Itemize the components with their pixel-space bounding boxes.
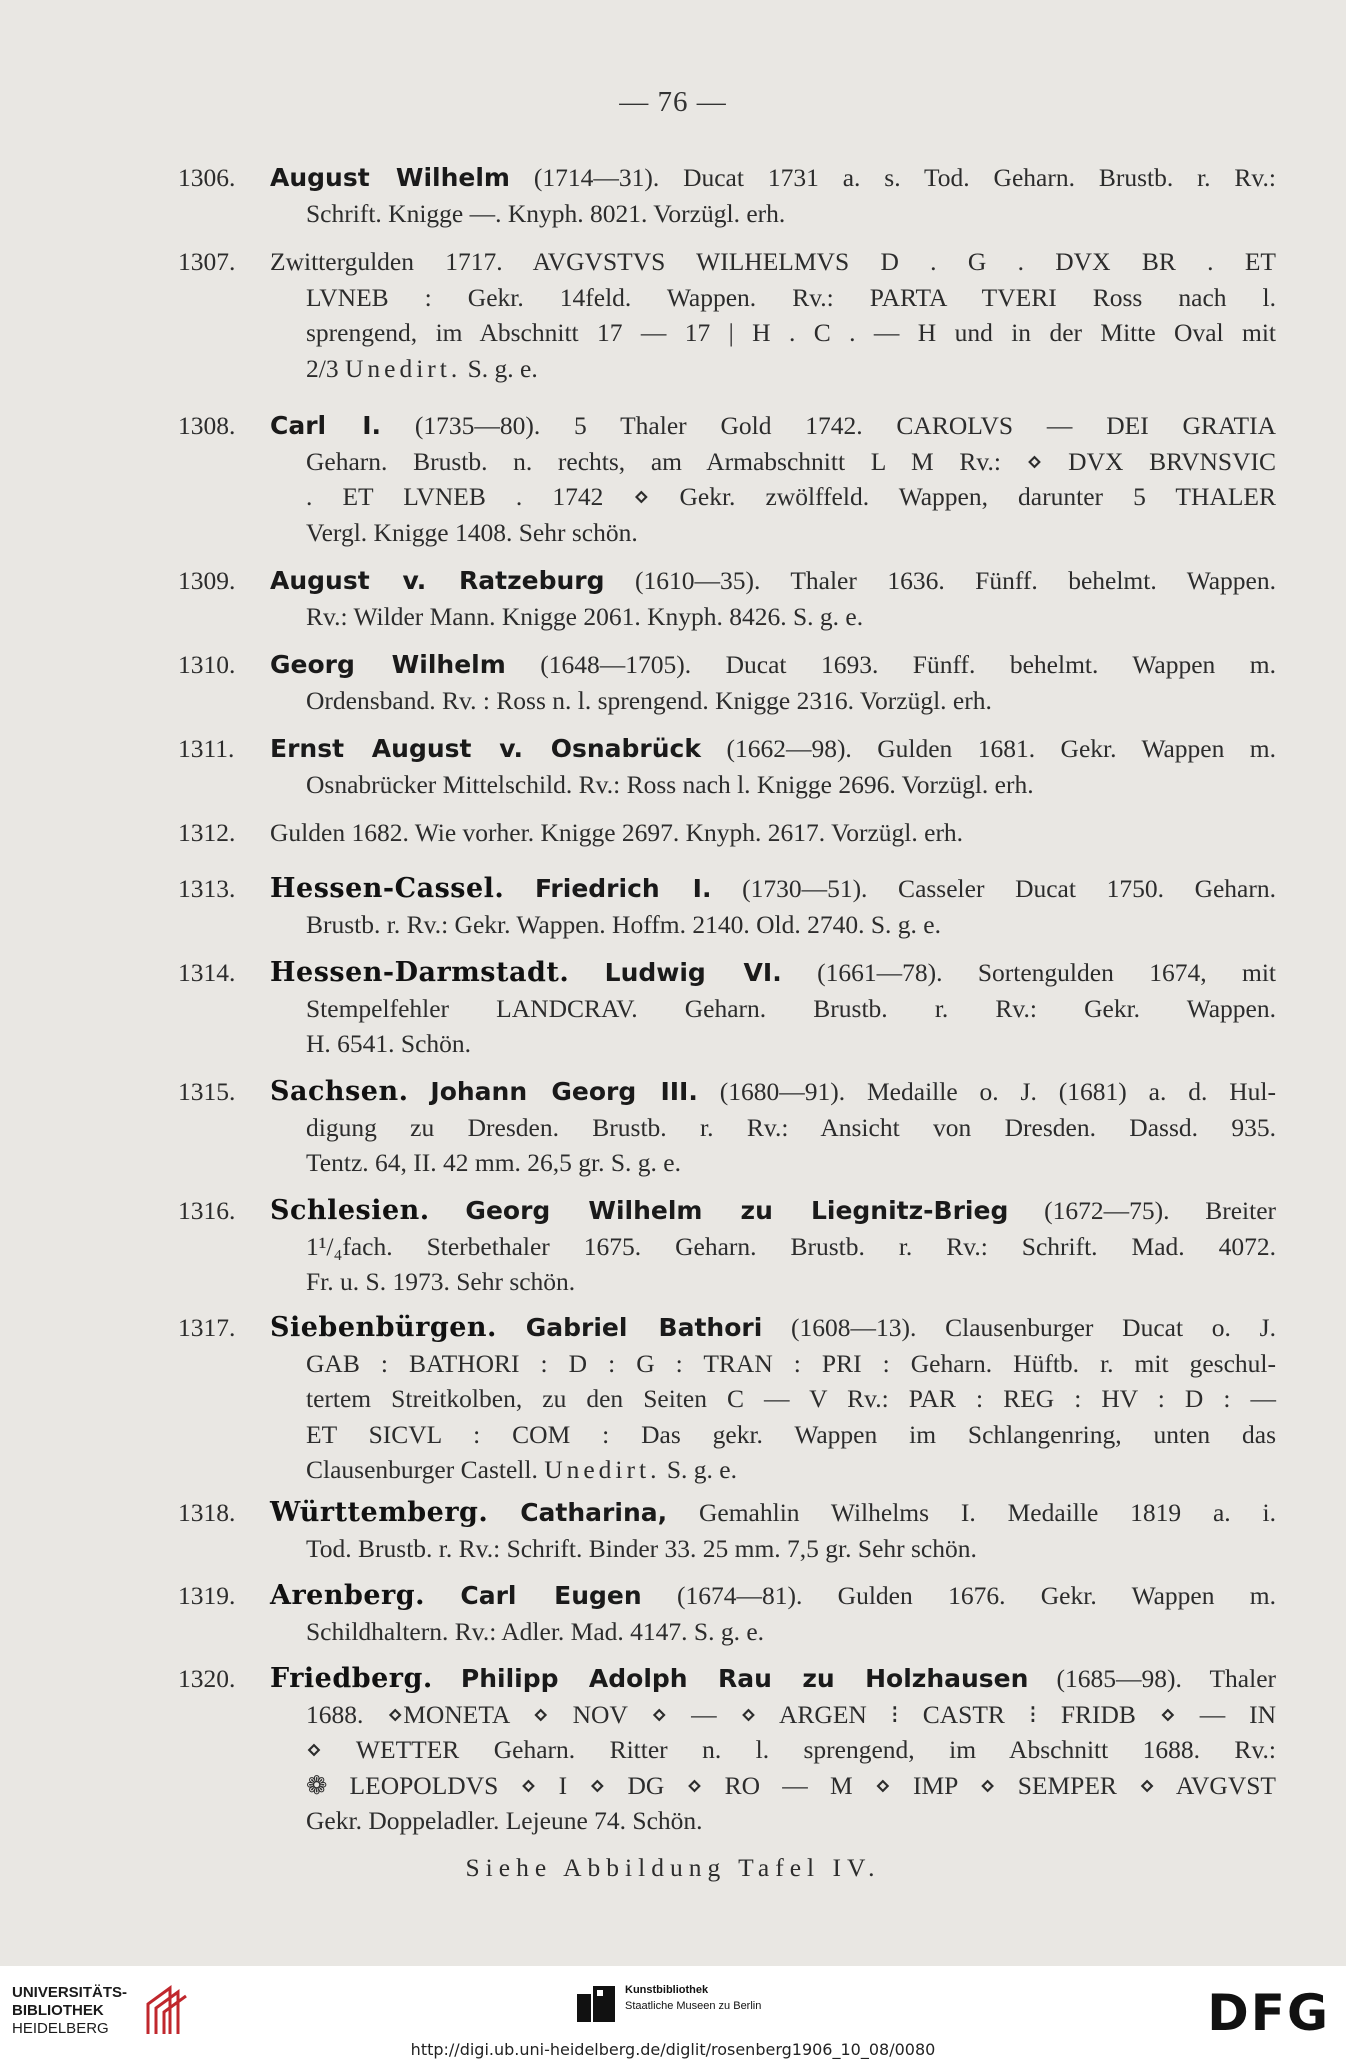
ruler-name: Friedrich I. — [534, 874, 712, 903]
entry-line — [270, 479, 1276, 515]
catalogue-entry — [0, 647, 1346, 718]
ruler-name: Carl Eugen — [460, 1581, 642, 1610]
entry-segment: S. g. e. — [660, 1455, 737, 1484]
ruler-name: Gabriel Bathori — [525, 1313, 763, 1342]
entry-text — [270, 1495, 1276, 1566]
region-heading: Hessen-Cassel. — [270, 873, 505, 904]
catalogue-entry — [0, 1578, 1346, 1649]
entry-text — [270, 647, 1276, 718]
dfg-logo[interactable]: DFG — [1207, 1984, 1330, 2042]
entry-number: 1308. — [178, 411, 236, 440]
uni-line-2: BIBLIOTHEK — [12, 2002, 104, 2019]
kunstbibliothek-name — [625, 1982, 761, 2014]
catalogue-entry — [0, 408, 1346, 550]
entry-segment: Fr. u. S. 1973. Sehr schön. — [306, 1267, 576, 1296]
entry-segment: Tentz. 64, II. 42 mm. 26,5 gr. S. g. e. — [306, 1148, 682, 1177]
entry-number: 1320. — [178, 1664, 236, 1693]
entry-segment: 1¹/₄fach. Sterbethaler 1675. Geharn. Brustb. r. Rv.: Schrift. Mad. 4072. — [306, 1231, 1276, 1261]
catalogue-entry — [0, 955, 1346, 1062]
entry-text — [270, 1661, 1276, 1839]
entry-number: 1311. — [178, 734, 235, 763]
entry-number: 1318. — [178, 1498, 236, 1527]
ruler-name: Georg Wilhelm zu Liegnitz-Brieg — [465, 1196, 1009, 1225]
ruler-name: August Wilhelm — [270, 163, 510, 192]
entry-segment: (1730—51). Casseler Ducat 1750. Geharn. — [711, 874, 1276, 903]
heidelberg-library-logo[interactable] — [12, 1984, 212, 2044]
ruler-name: Ludwig VI. — [604, 958, 782, 987]
catalogue-entry — [0, 1193, 1346, 1300]
entry-line — [270, 1193, 1276, 1229]
entry-line — [270, 280, 1276, 316]
entry-text — [270, 871, 1276, 942]
entry-line — [270, 244, 1276, 280]
entry-text — [270, 1193, 1276, 1300]
entry-line — [270, 1310, 1276, 1346]
catalogue-entry — [0, 1495, 1346, 1566]
entry-line — [270, 1074, 1276, 1110]
entry-line — [270, 1026, 1276, 1062]
entry-segment: Ordensband. Rv. : Ross n. l. sprengend. Knigge 2316. Vorzügl. erh. — [306, 685, 992, 715]
entry-segment: Geharn. Brustb. n. rechts, am Armabschnitt L M Rv.: ⋄ DVX BRVNSVIC — [306, 446, 1276, 476]
entry-line — [270, 907, 1276, 943]
entry-segment — [504, 874, 535, 903]
entry-line — [270, 1768, 1276, 1804]
entry-number: 1307. — [178, 247, 236, 276]
entry-line — [270, 991, 1276, 1027]
unedited-note: Unedirt. — [544, 1455, 661, 1484]
kunstbibliothek-mark-icon — [575, 1984, 619, 2024]
entry-segment: Osnabrücker Mittelschild. Rv.: Ross nach l. Knigge 2696. Vorzügl. erh. — [306, 769, 1034, 799]
entry-line — [270, 767, 1276, 803]
entry-segment: ⋄ WETTER Geharn. Ritter n. l. sprengend, im Abschnitt 1688. Rv.: — [306, 1735, 1276, 1764]
entry-segment: LVNEB : Gekr. 14feld. Wappen. Rv.: PARTA TVERI Ross nach l. — [306, 282, 1276, 312]
entry-segment — [430, 1196, 466, 1225]
entry-segment: (1714—31). Ducat 1731 a. s. Tod. Geharn. Brustb. r. Rv.: — [509, 163, 1276, 192]
region-heading: Schlesien. — [270, 1195, 430, 1226]
region-heading: Württemberg. — [270, 1497, 489, 1528]
entry-text — [270, 563, 1276, 634]
entry-segment: 2/3 — [306, 353, 345, 383]
entry-segment: . ET LVNEB . 1742 ⋄ Gekr. zwölffeld. Wappen, darunter 5 THALER — [306, 482, 1276, 511]
entry-text — [270, 1578, 1276, 1649]
entry-line — [270, 1110, 1276, 1146]
entry-line — [270, 1578, 1276, 1614]
catalogue-entry — [0, 160, 1346, 231]
entry-segment: (1672—75). Breiter — [1008, 1196, 1277, 1225]
entry-segment: Gemahlin Wilhelms I. Medaille 1819 a. i. — [667, 1498, 1276, 1527]
entry-line — [270, 351, 1276, 387]
entry-segment: Gekr. Doppeladler. Lejeune 74. Schön. — [306, 1806, 703, 1835]
entry-segment: Rv.: Wilder Mann. Knigge 2061. Knyph. 8426. S. g. e. — [306, 601, 864, 631]
ruler-name: Ernst August v. Osnabrück — [270, 734, 702, 763]
entry-text — [270, 408, 1276, 550]
entry-line — [270, 955, 1276, 991]
entry-segment: (1680—91). Medaille o. J. (1681) a. d. Hul- — [697, 1077, 1276, 1106]
entry-segment: Stempelfehler LANDCRAV. Geharn. Brustb. r. Rv.: Gekr. Wappen. — [306, 993, 1276, 1023]
entry-segment: Zwittergulden 1717. AVGVSTVS WILHELMVS D . G . DVX BR . ET — [270, 247, 1276, 276]
footer-bar — [0, 1966, 1346, 2064]
entry-segment — [408, 1077, 430, 1106]
entry-segment: 1688. ⋄MONETA ⋄ NOV ⋄ — ⋄ ARGEN ⁝ CASTR ⁝ FRIDB ⋄ — IN — [306, 1699, 1276, 1729]
entry-text — [270, 955, 1276, 1062]
entry-number: 1313. — [178, 874, 236, 903]
entry-number: 1315. — [178, 1077, 236, 1106]
entry-segment — [425, 1581, 460, 1610]
entry-segment: H. 6541. Schön. — [306, 1029, 472, 1058]
kunstbibliothek-logo[interactable] — [575, 1982, 805, 2032]
catalogue-entry — [0, 815, 1346, 851]
entry-number: 1309. — [178, 566, 236, 595]
entry-line — [270, 1661, 1276, 1697]
entry-segment: Clausenburger Castell. — [306, 1455, 545, 1484]
heidelberg-library-name — [12, 1984, 127, 2038]
entry-line — [270, 515, 1276, 551]
unedited-note: Unedirt. — [344, 353, 462, 383]
catalogue-entry — [0, 871, 1346, 942]
entry-segment: ❁ LEOPOLDVS ⋄ I ⋄ DG ⋄ RO — M ⋄ IMP ⋄ SEMPER ⋄ AVGVST — [306, 1770, 1276, 1800]
entry-segment: (1735—80). 5 Thaler Gold 1742. CAROLVS — DEI GRATIA — [381, 411, 1276, 440]
entry-number: 1317. — [178, 1313, 236, 1342]
entry-line — [270, 1346, 1276, 1382]
entry-line — [270, 871, 1276, 907]
entry-segment: Gulden 1682. Wie vorher. Knigge 2697. Knyph. 2617. Vorzügl. erh. — [270, 818, 964, 847]
entry-segment: ET SICVL : COM : Das gekr. Wappen im Schlangenring, unten das — [306, 1419, 1276, 1449]
catalogue-entry — [0, 1310, 1346, 1488]
entry-line — [270, 1614, 1276, 1650]
entry-number: 1310. — [178, 650, 236, 679]
entry-number: 1312. — [178, 818, 236, 847]
catalogue-entry — [0, 1074, 1346, 1181]
entry-line — [270, 1531, 1276, 1567]
entry-text — [270, 1310, 1276, 1488]
entry-line — [270, 1264, 1276, 1300]
ruler-name: Carl I. — [270, 411, 382, 440]
entry-line — [270, 444, 1276, 480]
ruler-name: August v. Ratzeburg — [270, 566, 605, 595]
entry-segment: Brustb. r. Rv.: Gekr. Wappen. Hoffm. 2140. Old. 2740. S. g. e. — [306, 909, 941, 939]
entry-segment — [497, 1313, 526, 1342]
entry-line — [270, 1381, 1276, 1417]
entry-segment: Tod. Brustb. r. Rv.: Schrift. Binder 33. 25 mm. 7,5 gr. Sehr schön. — [306, 1533, 977, 1563]
entry-line — [270, 1452, 1276, 1488]
entry-number: 1306. — [178, 163, 236, 192]
entry-segment: S. g. e. — [461, 353, 538, 383]
ruler-name: Catharina, — [520, 1498, 668, 1527]
ruler-name: Georg Wilhelm — [270, 650, 506, 679]
entry-segment: Vergl. Knigge 1408. Sehr schön. — [306, 517, 638, 547]
region-heading: Friedberg. — [270, 1663, 433, 1694]
region-heading: Arenberg. — [270, 1580, 426, 1611]
entry-text — [270, 815, 1276, 851]
region-heading: Sachsen. — [270, 1076, 409, 1107]
entry-text — [270, 160, 1276, 231]
entry-line — [270, 1145, 1276, 1181]
entry-number: 1314. — [178, 958, 236, 987]
uni-line-1: UNIVERSITÄTS- — [12, 1984, 128, 2001]
region-heading: Hessen-Darmstadt. — [270, 957, 570, 988]
kb-line-2: Staatliche Museen zu Berlin — [625, 2000, 762, 2012]
kb-line-1: Kunstbibliothek — [625, 1984, 709, 1996]
entry-number: 1316. — [178, 1196, 236, 1225]
entry-line — [270, 1697, 1276, 1733]
entry-line — [270, 1229, 1276, 1265]
entry-segment: (1662—98). Gulden 1681. Gekr. Wappen m. — [701, 734, 1277, 763]
entry-segment: (1608—13). Clausenburger Ducat o. J. — [762, 1313, 1276, 1342]
region-heading: Siebenbürgen. — [270, 1312, 497, 1343]
catalogue-entry — [0, 244, 1346, 386]
entry-text — [270, 731, 1276, 802]
page-number: — 76 — — [619, 86, 727, 118]
plate-reference: Siehe Abbildung Tafel IV. — [465, 1853, 881, 1882]
uni-line-3: HEIDELBERG — [12, 2020, 109, 2037]
entry-line — [270, 1495, 1276, 1531]
entry-line — [270, 731, 1276, 767]
entry-segment — [488, 1498, 520, 1527]
ruler-name: Johann Georg III. — [430, 1077, 698, 1106]
entry-line — [270, 160, 1276, 196]
entry-number: 1319. — [178, 1581, 236, 1610]
entry-segment: (1661—78). Sortengulden 1674, mit — [781, 958, 1277, 987]
entry-line — [270, 1417, 1276, 1453]
permalink-url[interactable]: http://digi.ub.uni-heidelberg.de/diglit/rosenberg1906_10_08/0080 — [410, 2040, 936, 2059]
ruler-name: Philipp Adolph Rau zu Holzhausen — [460, 1664, 1029, 1693]
entry-segment: (1685—98). Thaler — [1028, 1664, 1277, 1693]
entry-segment — [569, 958, 604, 987]
entry-segment: Schrift. Knigge —. Knyph. 8021. Vorzügl. erh. — [306, 198, 786, 228]
entry-segment: (1674—81). Gulden 1676. Gekr. Wappen m. — [641, 1581, 1277, 1610]
entry-line — [270, 408, 1276, 444]
entry-segment: digung zu Dresden. Brustb. r. Rv.: Ansicht von Dresden. Dassd. 935. — [306, 1112, 1276, 1142]
entry-segment: (1610—35). Thaler 1636. Fünff. behelmt. Wappen. — [604, 566, 1276, 595]
entry-line — [270, 599, 1276, 635]
entry-line — [270, 1732, 1276, 1768]
entry-segment: Schildhaltern. Rv.: Adler. Mad. 4147. S. g. e. — [306, 1616, 765, 1646]
entry-line — [270, 563, 1276, 599]
catalogue-entry — [0, 1661, 1346, 1839]
entry-segment: tertem Streitkolben, zu den Seiten C — V Rv.: PAR : REG : HV : D : — — [306, 1384, 1276, 1413]
entry-segment: (1648—1705). Ducat 1693. Fünff. behelmt. Wappen m. — [505, 650, 1276, 679]
entry-line — [270, 315, 1276, 351]
entry-segment — [433, 1664, 461, 1693]
entry-line — [270, 196, 1276, 232]
entry-line — [270, 647, 1276, 683]
entry-line — [270, 1803, 1276, 1839]
entry-segment: GAB : BATHORI : D : G : TRAN : PRI : Geharn. Hüftb. r. mit geschul- — [306, 1348, 1276, 1378]
catalogue-entry — [0, 731, 1346, 802]
heidelberg-logo-icon — [140, 1984, 200, 2040]
entry-text — [270, 1074, 1276, 1181]
entry-segment: sprengend, im Abschnitt 17 — 17 | H . C . — H und in der Mitte Oval mit — [306, 318, 1276, 347]
entry-line — [270, 683, 1276, 719]
entry-text — [270, 244, 1276, 386]
catalogue-entry — [0, 563, 1346, 634]
entry-line — [270, 815, 1276, 851]
